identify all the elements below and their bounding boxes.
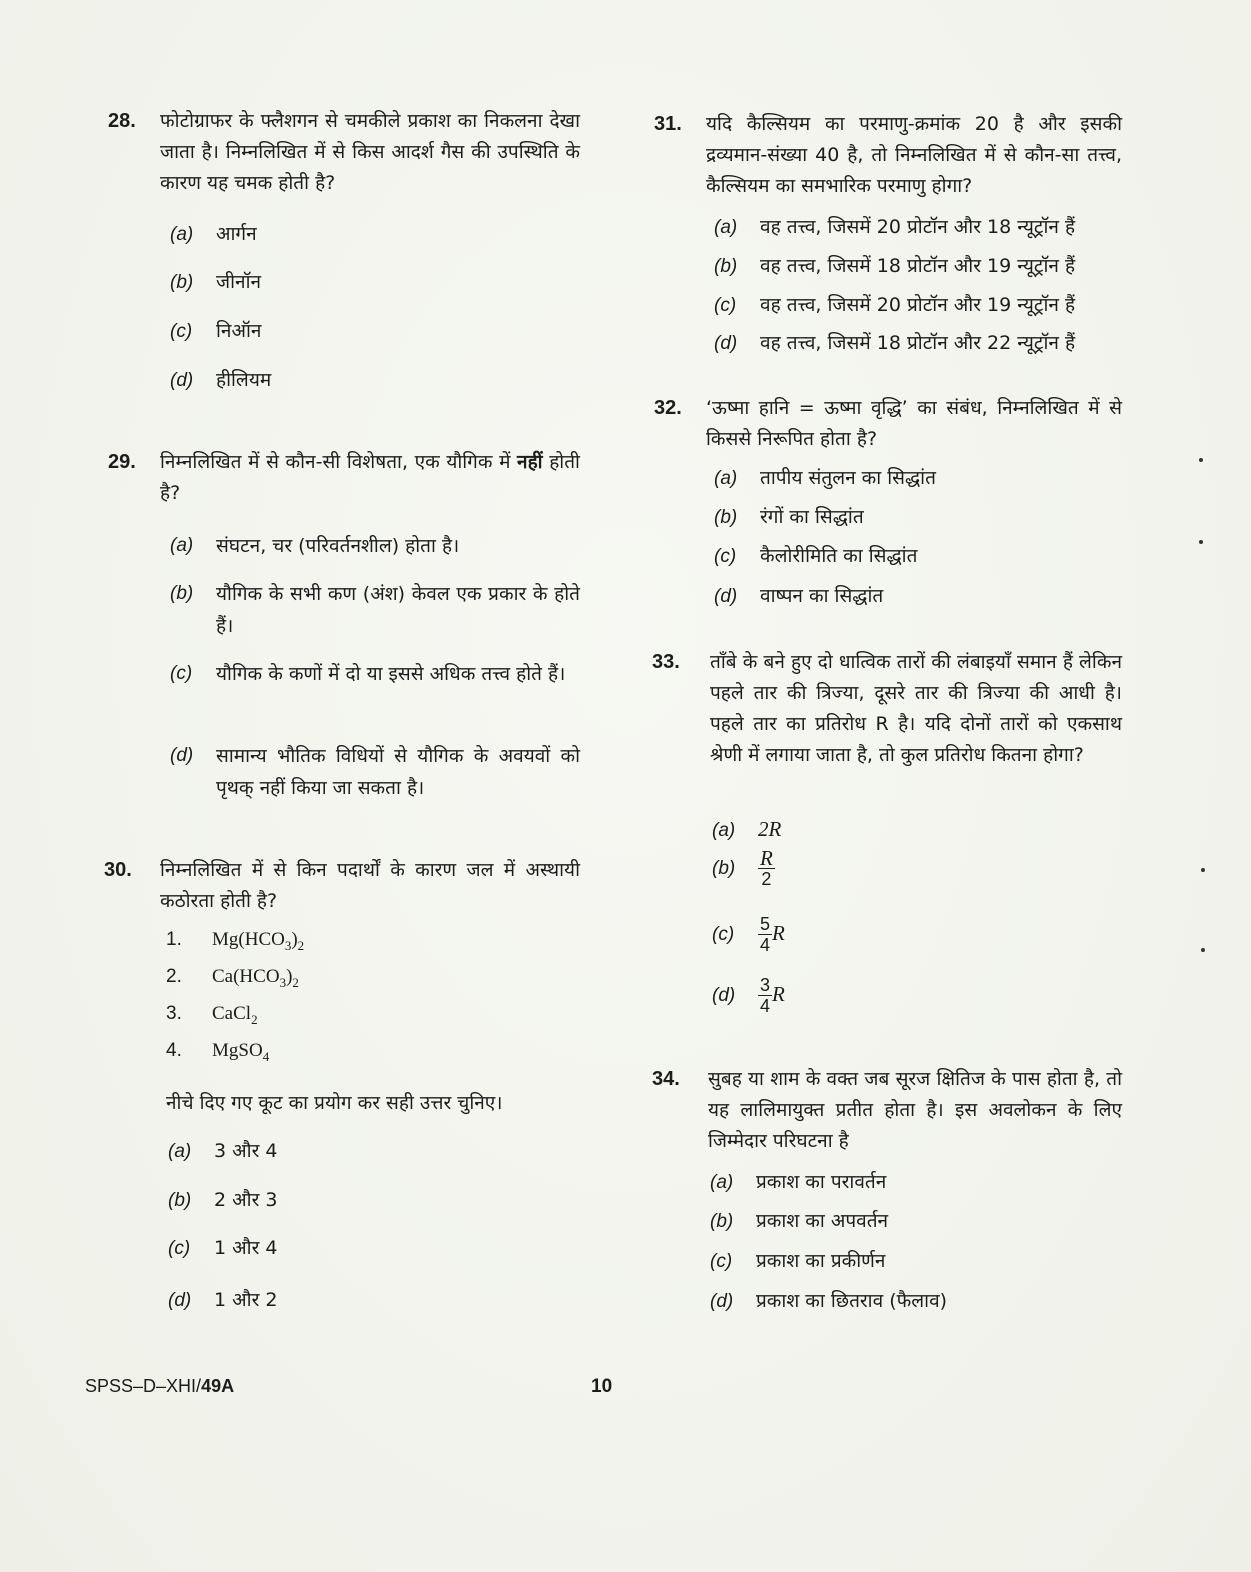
question-text: निम्नलिखित में से किन पदार्थों के कारण जल में अस्थायी कठोरता होती है?	[160, 859, 580, 912]
option-d[interactable]	[714, 328, 1075, 359]
option-d[interactable]	[170, 740, 580, 804]
fraction: $\frac{5}{4}$	[760, 914, 771, 955]
option-a[interactable]	[710, 1167, 886, 1198]
question-text: फोटोग्राफर के फ्लैशगन से चमकीले प्रकाश का निकलना देखा जाता है। निम्नलिखित में से किस आदर्श गैस की उपस्थिति के कारण यह चमक होती है?	[160, 110, 580, 194]
option-d[interactable]: (d) $\frac{3}{4}$ R	[712, 975, 785, 1016]
option-label: (b)	[168, 1190, 192, 1211]
question-number: 29.	[108, 451, 136, 473]
question-number: 30.	[104, 859, 132, 881]
option-text: संघटन, चर (परिवर्तनशील) होता है।	[216, 535, 460, 557]
option-c[interactable]	[170, 316, 261, 347]
option-label: (c)	[170, 663, 193, 684]
option-d[interactable]	[714, 581, 883, 612]
option-b[interactable]	[168, 1185, 277, 1216]
option-label: (a)	[168, 1141, 192, 1162]
question-text: ताँबे के बने हुए दो धात्विक तारों की लंबाइयाँ समान हैं लेकिन पहले तार की त्रिज्या, दूसरे तार की त्रिज्या की आधी है। पहले तार का प्रतिरोध R है। यदि दोनों तारों को एकसाथ श्रेणी में लगाया जाता है, तो कुल प्रतिरोध कितना होगा?	[710, 651, 1122, 766]
option-b[interactable]	[712, 848, 775, 889]
option-c[interactable]	[168, 1233, 277, 1264]
option-c[interactable]	[170, 658, 580, 690]
option-label: (d)	[714, 586, 738, 607]
option-c[interactable]	[714, 290, 1075, 321]
page-number: 10	[591, 1376, 613, 1397]
option-label: (b)	[714, 507, 738, 528]
option-a[interactable]	[712, 814, 781, 846]
option-label: (d)	[168, 1290, 192, 1311]
question-text-end: होती है?	[160, 451, 580, 504]
option-text: आर्गन	[216, 223, 257, 245]
option-label: (d)	[714, 333, 738, 354]
option-text: प्रकाश का प्रकीर्णन	[756, 1250, 886, 1272]
paper-code: SPSS–D–XHI/49A	[85, 1376, 235, 1396]
scan-speck	[1199, 540, 1203, 544]
question-text: यदि कैल्सियम का परमाणु-क्रमांक 20 है और इसकी द्रव्यमान-संख्या 40 है, तो निम्नलिखित में से कौन-सा तत्त्व, कैल्सियम का समभारिक परमाणु होगा?	[706, 113, 1122, 197]
option-label: (d)	[712, 985, 736, 1006]
option-label: (c)	[168, 1238, 191, 1259]
option-label: (c)	[170, 321, 193, 342]
option-label: (c)	[714, 295, 737, 316]
option-label: (a)	[714, 468, 738, 489]
option-label: (a)	[170, 535, 194, 556]
option-label: (b)	[710, 1211, 734, 1232]
option-b[interactable]	[714, 502, 864, 533]
option-c[interactable]: (c) $\frac{5}{4}$ R	[712, 914, 785, 955]
option-a[interactable]	[168, 1136, 277, 1167]
question-32	[654, 393, 1122, 455]
fraction: $\frac{3}{4}$	[760, 975, 771, 1016]
question-text: सुबह या शाम के वक्त जब सूरज क्षितिज के पास होता है, तो यह लालिमायुक्त प्रतीत होता है। इस अवलोकन के लिए जिम्मेदार परिघटना है	[708, 1068, 1122, 1152]
option-label: (a)	[170, 224, 194, 245]
list-item-3: 3. CaCl$_2$	[166, 1003, 258, 1027]
option-b[interactable]	[714, 251, 1075, 282]
option-b[interactable]	[170, 578, 580, 642]
option-d[interactable]	[710, 1286, 947, 1317]
option-label: (c)	[714, 546, 737, 567]
question-29	[108, 447, 580, 509]
instruction-text: नीचे दिए गए कूट का प्रयोग कर सही उत्तर चुनिए।	[166, 1092, 503, 1114]
option-text: प्रकाश का अपवर्तन	[756, 1210, 889, 1232]
option-text: 2R	[758, 817, 782, 841]
option-text: प्रकाश का छितराव (फैलाव)	[756, 1290, 948, 1312]
option-text: यौगिक के कणों में दो या इससे अधिक तत्त्व होते हैं।	[216, 663, 566, 685]
option-c[interactable]	[710, 1246, 885, 1277]
option-text: हीलियम	[216, 369, 272, 391]
option-label: (a)	[710, 1172, 734, 1193]
option-label: (d)	[170, 745, 194, 766]
list-item-4: 4. MgSO$_4$	[166, 1040, 270, 1064]
option-label: (d)	[710, 1291, 734, 1312]
option-label: (c)	[710, 1251, 733, 1272]
option-label: (c)	[712, 924, 735, 945]
option-text: 3 और 4	[214, 1140, 278, 1162]
option-text: वह तत्त्व, जिसमें 18 प्रोटॉन और 22 न्यूट्रॉन हैं	[760, 332, 1076, 354]
list-item-1: 1. $Mg(HCO_3)_2$	[166, 929, 305, 953]
option-label: (d)	[170, 370, 194, 391]
question-number: 34.	[652, 1068, 680, 1090]
question-28	[108, 106, 580, 199]
question-number: 33.	[652, 651, 680, 673]
question-number: 32.	[654, 397, 682, 419]
scan-speck	[1201, 868, 1205, 872]
option-text: वह तत्त्व, जिसमें 20 प्रोटॉन और 18 न्यूट्रॉन हैं	[760, 216, 1076, 238]
option-text: निऑन	[216, 320, 262, 342]
question-33	[652, 647, 1122, 771]
option-text: रंगों का सिद्धांत	[760, 506, 864, 528]
question-31	[654, 109, 1122, 202]
list-item-2: 2. $Ca(HCO_3)_2$	[166, 966, 299, 990]
option-text: 1 और 4	[214, 1237, 278, 1259]
option-text: वह तत्त्व, जिसमें 20 प्रोटॉन और 19 न्यूट्रॉन हैं	[760, 294, 1076, 316]
option-text: 2 और 3	[214, 1189, 278, 1211]
option-label: (b)	[170, 583, 194, 604]
option-text: वाष्पन का सिद्धांत	[760, 585, 884, 607]
option-text: यौगिक के सभी कण (अंश) केवल एक प्रकार के होते हैं।	[216, 583, 580, 637]
option-text: प्रकाश का परावर्तन	[756, 1171, 887, 1193]
option-d[interactable]	[170, 365, 271, 396]
option-a[interactable]	[170, 219, 257, 250]
option-label: (b)	[170, 272, 194, 293]
question-30	[104, 855, 580, 917]
option-a[interactable]	[714, 463, 936, 494]
question-text: निम्नलिखित में से कौन-सी विशेषता, एक यौगिक में	[160, 451, 511, 473]
option-text: जीनॉन	[216, 271, 262, 293]
option-a[interactable]	[714, 212, 1075, 243]
option-text: तापीय संतुलन का सिद्धांत	[760, 467, 936, 489]
option-label: (b)	[714, 256, 738, 277]
option-c[interactable]	[714, 541, 917, 572]
option-text: वह तत्त्व, जिसमें 18 प्रोटॉन और 19 न्यूट्रॉन हैं	[760, 255, 1076, 277]
option-text: सामान्य भौतिक विधियों से यौगिक के अवयवों को पृथक् नहीं किया जा सकता है।	[216, 745, 580, 799]
option-d[interactable]	[168, 1285, 277, 1316]
option-label: (b)	[712, 858, 736, 879]
question-number: 31.	[654, 113, 682, 135]
question-34	[652, 1064, 1122, 1157]
option-label: (a)	[714, 217, 738, 238]
scan-speck	[1201, 948, 1205, 952]
emphasis-text: नहीं	[517, 451, 543, 473]
option-a[interactable]	[170, 530, 580, 562]
question-text: ‘ऊष्मा हानि = ऊष्मा वृद्धि’ का संबंध, निम्नलिखित में से किससे निरूपित होता है?	[706, 397, 1122, 450]
option-text: 1 और 2	[214, 1289, 278, 1311]
question-number: 28.	[108, 110, 136, 132]
fraction: $\frac{R}{2}$	[760, 846, 773, 889]
option-text: कैलोरीमिति का सिद्धांत	[760, 545, 918, 567]
option-b[interactable]	[710, 1206, 888, 1237]
option-label: (a)	[712, 820, 736, 841]
option-b[interactable]	[170, 267, 261, 298]
scan-speck	[1199, 458, 1203, 462]
